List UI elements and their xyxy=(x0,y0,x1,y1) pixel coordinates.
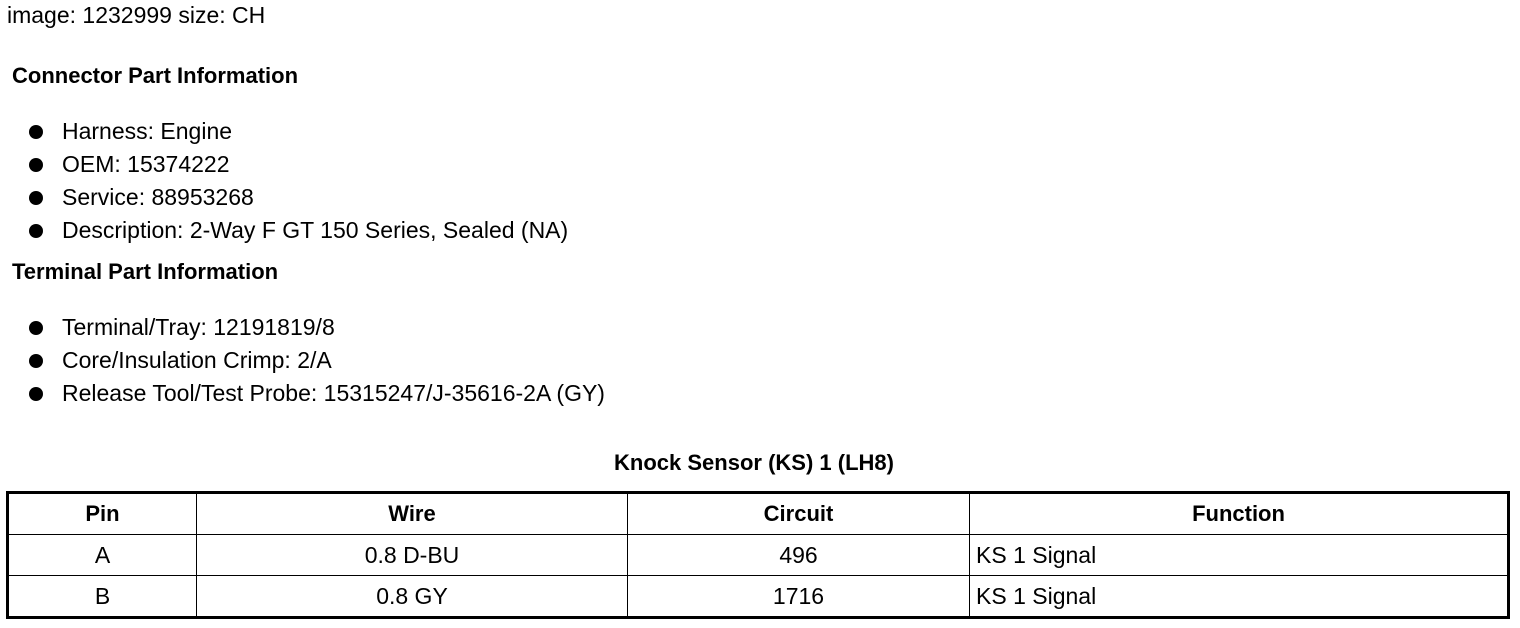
bullet-icon xyxy=(29,224,43,238)
list-item-text: Terminal/Tray: 12191819/8 xyxy=(62,314,335,340)
table-header-row xyxy=(8,493,1509,535)
wire-cell: 0.8 GY xyxy=(197,576,628,618)
connector-pin-table xyxy=(6,491,1510,619)
list-item-text: Release Tool/Test Probe: 15315247/J-35616-2A (GY) xyxy=(62,380,605,406)
bullet-icon xyxy=(29,125,43,139)
circuit-cell: 1716 xyxy=(628,576,970,618)
list-item-text: Service: 88953268 xyxy=(62,184,254,210)
pin-cell: B xyxy=(8,576,197,618)
function-cell: KS 1 Signal xyxy=(970,576,1509,618)
bullet-icon xyxy=(29,191,43,205)
bullet-icon xyxy=(29,321,43,335)
column-header-wire: Wire xyxy=(197,493,628,535)
bullet-icon xyxy=(29,387,43,401)
column-header-pin: Pin xyxy=(8,493,197,535)
bullet-icon xyxy=(29,354,43,368)
table-title-text: Knock Sensor (KS) 1 (LH8) xyxy=(614,450,894,475)
list-item-text: Core/Insulation Crimp: 2/A xyxy=(62,347,332,373)
wire-cell: 0.8 D-BU xyxy=(197,535,628,576)
list-item-text: Description: 2-Way F GT 150 Series, Sealed (NA) xyxy=(62,217,569,243)
connector-section-title: Connector Part Information xyxy=(12,63,299,88)
image-header-text: image: 1232999 size: CH xyxy=(7,2,266,28)
column-header-circuit: Circuit xyxy=(628,493,970,535)
list-item-text: Harness: Engine xyxy=(62,118,233,144)
circuit-cell: 496 xyxy=(628,535,970,576)
bullet-icon xyxy=(29,158,43,172)
function-cell: KS 1 Signal xyxy=(970,535,1509,576)
table-title xyxy=(0,449,1520,477)
table-row xyxy=(8,535,1509,576)
terminal-section-title: Terminal Part Information xyxy=(12,259,279,284)
column-header-function: Function xyxy=(970,493,1509,535)
pin-cell: A xyxy=(8,535,197,576)
table-row xyxy=(8,576,1509,618)
list-item-text: OEM: 15374222 xyxy=(62,151,230,177)
